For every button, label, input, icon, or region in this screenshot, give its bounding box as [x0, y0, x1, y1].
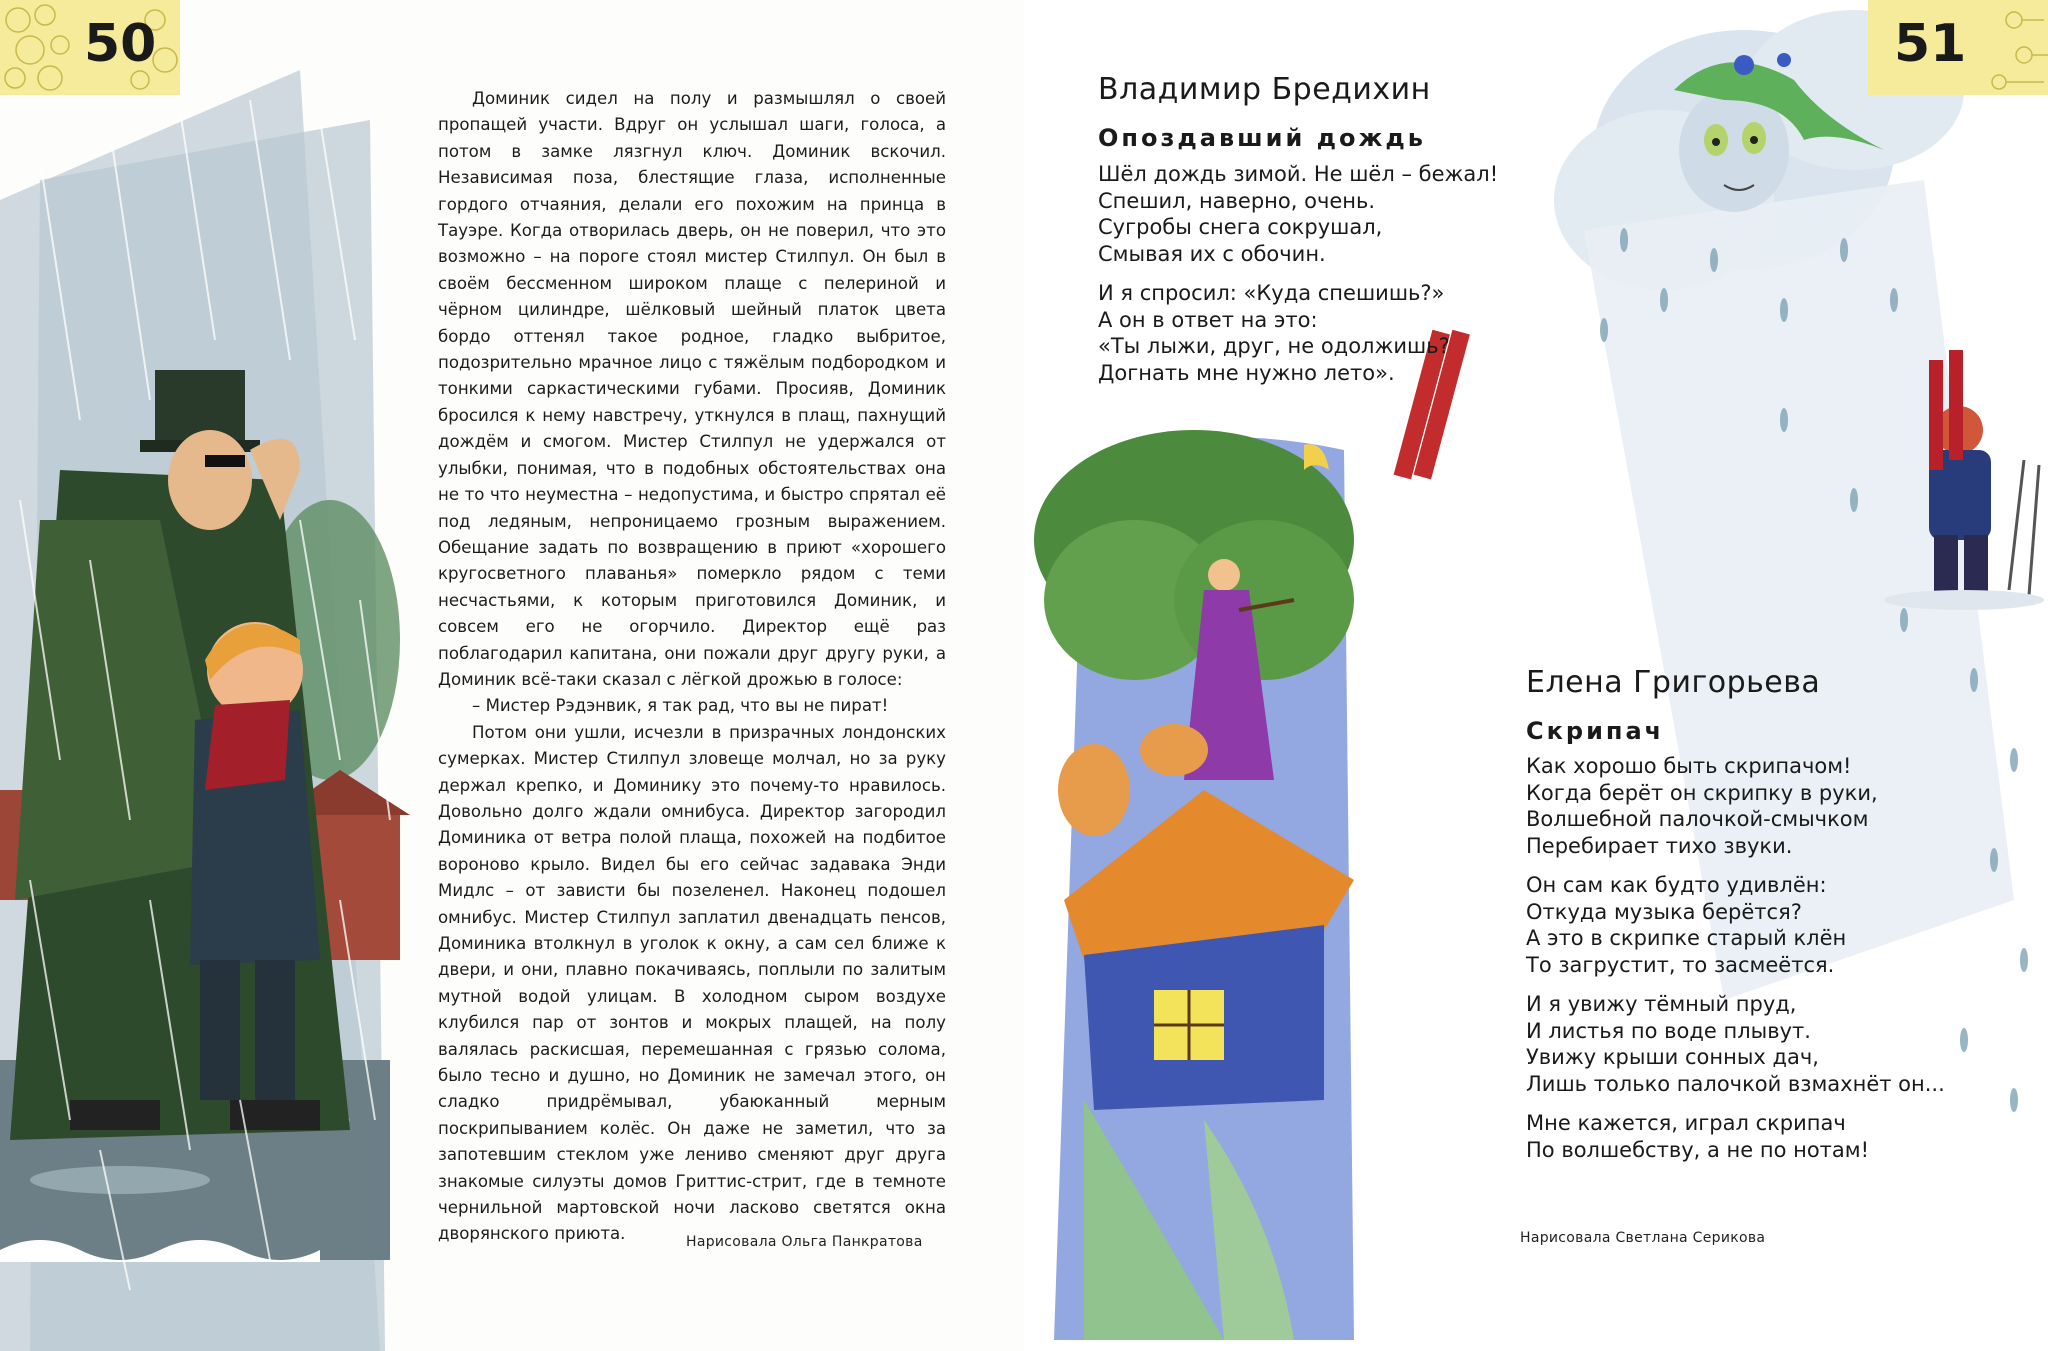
page-number: 50	[84, 14, 157, 74]
poem-line: И я увижу тёмный пруд,	[1526, 992, 1797, 1016]
poem-line: Откуда музыка берётся?	[1526, 899, 1802, 924]
right-page	[1024, 0, 2048, 1351]
poem-stanza	[1098, 280, 1450, 386]
poem-line: Перебирает тихо звуки.	[1526, 833, 1793, 858]
poem-stanza	[1526, 753, 1878, 859]
poem-stanza	[1526, 872, 1846, 978]
poem-line: А он в ответ на это:	[1098, 307, 1318, 332]
poem-line: Он сам как будто удивлён:	[1526, 873, 1827, 897]
poem-author: Владимир Бредихин	[1098, 72, 1431, 107]
poem-author: Елена Григорьева	[1526, 665, 1821, 700]
rain-walk-illustration	[0, 0, 420, 1351]
poem-stanza	[1098, 161, 1498, 267]
poem-line: Когда берёт он скрипку в руки,	[1526, 780, 1878, 805]
poem-line: Мне кажется, играл скрипач	[1526, 1111, 1846, 1135]
poem-line: То загрустит, то засмеётся.	[1526, 952, 1835, 977]
poem-line: Сугробы снега сокрушал,	[1098, 215, 1383, 240]
paragraph: Доминик сидел на полу и размышлял о своей пропащей участи. Вдруг он услышал шаги, голоса, а потом в замке лязгнул ключ. Доминик вскочил. Независимая поза, блестящие глаза, исполненные гордого отчаяния, делали его похожим на принца в Тауэре. Когда отворилась дверь, он не поверил, что это возможно – на пороге стоял мистер Стилпул. Он был в своём бессменном широком плаще с пелериной и чёрном цилиндре, шёлковый шейный платок цвета бордо оттенял такое родное, гладко выбритое, подозрительно мрачное лицо с тяжёлым подбородком и тонкими саркастическими губами. Просияв, Доминик бросился к нему навстречу, уткнулся в плащ, пахнущий дождём и смогом. Мистер Стилпул не удержался от улыбки, понимая, что в подобных обстоятельствах она не то что неуместна – недопустима, и быстро спрятал её под ледяным, непроницаемо грозным выражением. Обещание задать по возвращению в приют «хорошего кругосветного плаванья» померкло рядом с теми несчастьями, к которым приготовился Доминик, и совсем его не огорчило. Директор ещё раз поблагодарил капитана, они пожали друг другу руки, а Доминик всё-таки сказал с лёгкой дрожью в голосе:	[438, 89, 946, 689]
poem-line: Увижу крыши сонных дач,	[1526, 1045, 1819, 1070]
poem-line: И я спросил: «Куда спешишь?»	[1098, 281, 1445, 305]
poem-stanza	[1526, 1110, 1869, 1163]
illustrator-credit: Нарисовала Светлана Серикова	[1520, 1230, 1766, 1246]
poem-line: Догнать мне нужно лето».	[1098, 360, 1395, 385]
poem-title: Опоздавший дождь	[1098, 124, 1426, 152]
violinist-illustration	[1034, 430, 1354, 1340]
illustrator-credit: Нарисовала Ольга Панкратова	[686, 1234, 923, 1250]
poem-line: Лишь только палочкой взмахнёт он...	[1526, 1071, 1945, 1096]
poem-stanza	[1526, 991, 1945, 1097]
paragraph: – Мистер Рэдэнвик, я так рад, что вы не пират!	[472, 696, 889, 716]
poem-line: По волшебству, а не по нотам!	[1526, 1137, 1870, 1162]
poem-line: Волшебной палочкой-смычком	[1526, 807, 1869, 832]
poem-line: Смывая их с обочин.	[1098, 241, 1326, 266]
poem-line: Шёл дождь зимой. Не шёл – бежал!	[1098, 162, 1499, 186]
poem-line: Спешил, наверно, очень.	[1098, 188, 1376, 213]
story-text	[438, 86, 946, 1248]
paragraph: Потом они ушли, исчезли в призрачных лондонских сумерках. Мистер Стилпул зловеще молчал, но за руку держал крепко, и Доминику это почему-то нравилось. Довольно долго ждали омнибуса. Директор загородил Доминика от ветра полой плаща, похожей на подбитое вороново крыло. Видел бы его сейчас задавака Энди Мидлс – от зависти бы позеленел. Наконец подошел омнибус. Мистер Стилпул заплатил двенадцать пенсов, Доминика втолкнул в уголок к окну, а сам сел ближе к двери, и они, плавно покачиваясь, поплыли по залитым мутной водой улицам. В холодном сыром воздухе клубился пар от зонтов и мокрых плащей, на полу валялась раскисшая, перемешанная с грязью солома, было тесно и душно, но Доминик не замечал этого, он сладко придрёмывал, убаюканный мерным поскрипыванием колёс. Он даже не заметил, что за запотевшим стеклом уже лениво сменяют друг друга знакомые силуэты домов Гриттис-стрит, где в темноте чернильной мартовской ночи ласково светятся окна дворянского приюта.	[438, 722, 946, 1244]
poem-line: «Ты лыжи, друг, не одолжишь?	[1098, 334, 1450, 359]
page-number: 51	[1894, 14, 1967, 74]
poem-line: Как хорошо быть скрипачом!	[1526, 754, 1852, 778]
poem-line: А это в скрипке старый клён	[1526, 926, 1847, 951]
poem-line: И листья по воде плывут.	[1526, 1018, 1811, 1043]
poem-title: Скрипач	[1526, 717, 1665, 745]
